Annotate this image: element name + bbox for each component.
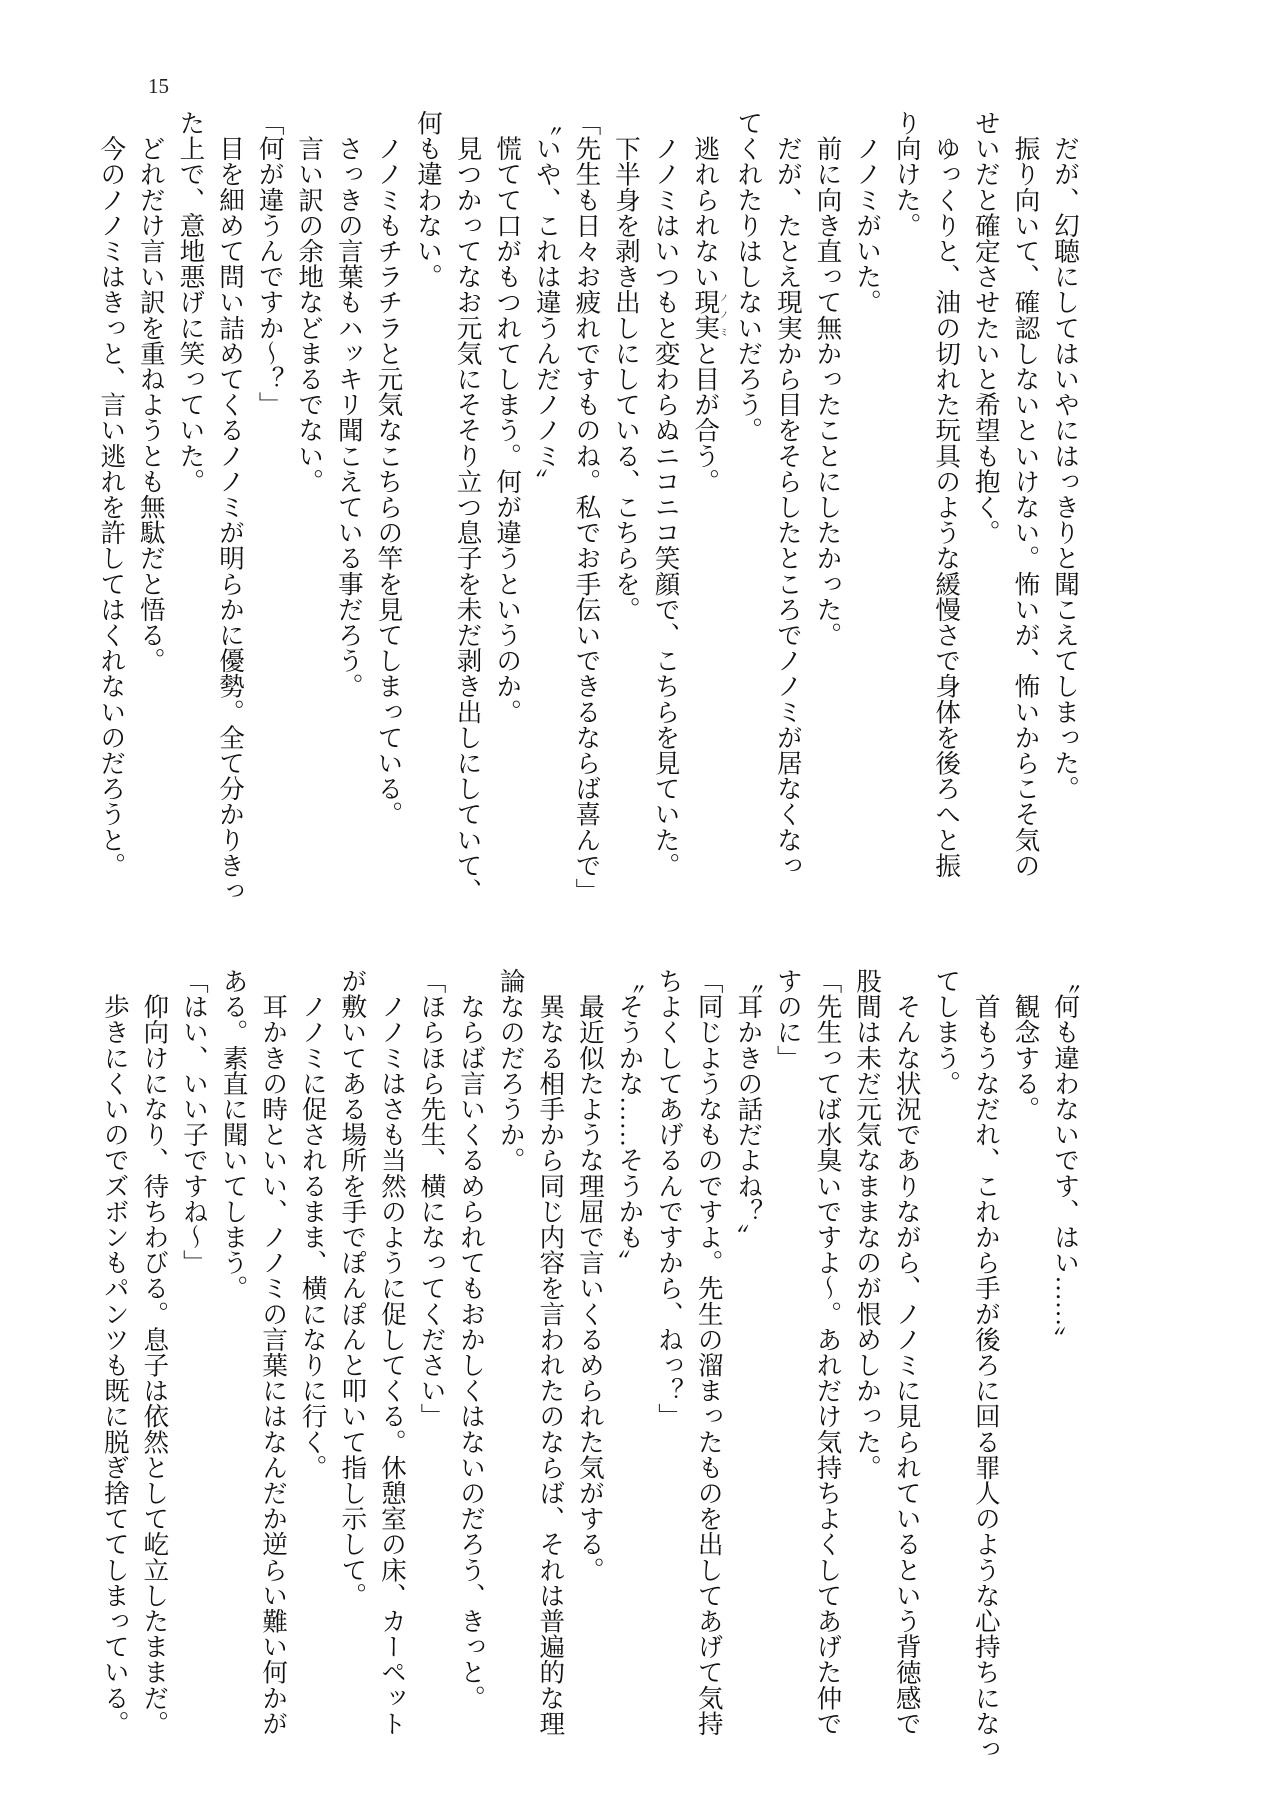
text-segment: と目が合う。 xyxy=(691,340,721,495)
text-line: 「先生も日々お疲れですものね。私でお手伝いできるならば喜んで」 xyxy=(572,110,602,904)
text-line: 「同じようなものですよ。先生の溜まったものを出してあげて気持 xyxy=(694,968,724,1736)
text-line: ある。素直に聞いてしまう。 xyxy=(219,968,249,1301)
text-line: すのに」 xyxy=(773,968,803,1071)
text-line: ノノミもチラチラと元気なこちらの竿を見てしまっている。 xyxy=(374,110,404,827)
text-line: どれだけ言い訳を重ねようとも無駄だと悟る。 xyxy=(136,110,166,674)
text-line: 何も違わない。 xyxy=(414,110,443,290)
text-line: せいだと確定させたいと希望も抱く。 xyxy=(971,110,1001,546)
ruby-annotation xyxy=(691,289,729,341)
text-line: ノノミに促されるまま、横になりに行く。 xyxy=(298,968,328,1480)
text-line: 〝そうかな……そうかも〟 xyxy=(615,968,645,1276)
text-segment: 逃れられない xyxy=(691,110,721,290)
text-line: さっきの言葉もハッキリ聞こえている事だろう。 xyxy=(334,110,364,699)
text-line: 股間は未だ元気なままなのが恨めしかった。 xyxy=(853,968,883,1480)
text-line: 首もうなだれ、これから手が後ろに回る罪人のような心持ちになっ xyxy=(971,968,1001,1762)
text-line: 〝いや、これは違うんだノノミ〟 xyxy=(532,110,562,494)
text-line: 歩きにくいのでズボンもパンツも既に脱ぎ捨ててしまっている。 xyxy=(100,968,130,1736)
text-line: ゆっくりと、油の切れた玩具のような緩慢さで身体を後ろへと振 xyxy=(932,110,962,878)
text-line xyxy=(686,110,729,890)
text-line: 振り向いて、確認しないといけない。怖いが、怖いからこそ気の xyxy=(1011,110,1041,878)
text-line: 今のノノミはきっと、言い逃れを許してはくれないのだろうと。 xyxy=(97,110,127,878)
text-line: 異なる相手から同じ内容を言われたのならば、それは普遍的な理 xyxy=(536,968,566,1736)
text-line: た上で、意地悪げに笑っていた。 xyxy=(176,110,206,494)
text-line: り向けた。 xyxy=(892,110,922,238)
text-line: そんな状況でありながら、ノノミに見られているという背徳感で xyxy=(892,968,922,1736)
page-number: 15 xyxy=(148,74,169,98)
text-line: 下半身を剥き出しにしている、こちらを。 xyxy=(611,110,641,622)
text-line: 目を細めて問い詰めてくるノノミが明らかに優勢。全て分かりきっ xyxy=(216,110,246,904)
text-line: が敷いてある場所を手でぽんぽんと叩いて指し示して。 xyxy=(338,968,368,1608)
text-line: だが、幻聴にしてはいやにはっきりと聞こえてしまった。 xyxy=(1051,110,1080,802)
text-line: ノノミはいつもと変わらぬニコニコ笑顔で、こちらを見ていた。 xyxy=(651,110,681,878)
text-block-lower xyxy=(95,968,1085,1762)
text-line: 「ほらほら先生、横になってください」 xyxy=(417,968,447,1429)
text-line: ノノミはさも当然のように促してくる。休憩室の床、カーペット xyxy=(377,968,407,1736)
text-line: 〝耳かきの話だよね？〟 xyxy=(734,968,764,1250)
text-line: 言い訳の余地などまるでない。 xyxy=(295,110,325,494)
text-line: ノノミがいた。 xyxy=(853,110,883,315)
text-line: 耳かきの時といい、ノノミの言葉にはなんだか逆らい難い何かが xyxy=(259,968,289,1736)
text-line: 「先生ってば水臭いですよ～。あれだけ気持ちよくしてあげた仲で xyxy=(813,968,843,1736)
text-line: 「はい、いい子ですね～」 xyxy=(179,968,209,1276)
text-line: てしまう。 xyxy=(932,968,962,1096)
ruby-base: 現実 xyxy=(691,289,721,341)
text-line: 最近似たような理屈で言いくるめられた気がする。 xyxy=(575,968,605,1583)
text-line: 前に向き直って無かったことにしたかった。 xyxy=(813,110,843,648)
text-line: 見つかってなお元気にそそり立つ息子を未だ剥き出しにしていて、 xyxy=(453,110,483,904)
text-block-upper xyxy=(95,110,1085,904)
text-line: 慌てて口がもつれてしまう。何が違うというのか。 xyxy=(493,110,523,725)
text-line: てくれたりはしないだろう。 xyxy=(734,110,764,443)
text-line: ならば言いくるめられてもおかしくはないのだろう、きっと。 xyxy=(457,968,487,1711)
text-line: 観念する。 xyxy=(1011,968,1041,1122)
ruby-text: ノノミ xyxy=(718,289,729,341)
text-line: 論なのだろうか。 xyxy=(496,968,526,1173)
text-line: 〝何も違わないです、はい……〟 xyxy=(1051,968,1080,1352)
text-line: ちよくしてあげるんですから、ねっ？」 xyxy=(655,968,685,1429)
text-line: 「何が違うんですか～？」 xyxy=(255,110,285,418)
text-line: だが、たとえ現実から目をそらしたところでノノミが居なくなっ xyxy=(773,110,803,878)
text-line: 仰向けになり、待ちわびる。息子は依然として屹立したままだ。 xyxy=(140,968,170,1736)
